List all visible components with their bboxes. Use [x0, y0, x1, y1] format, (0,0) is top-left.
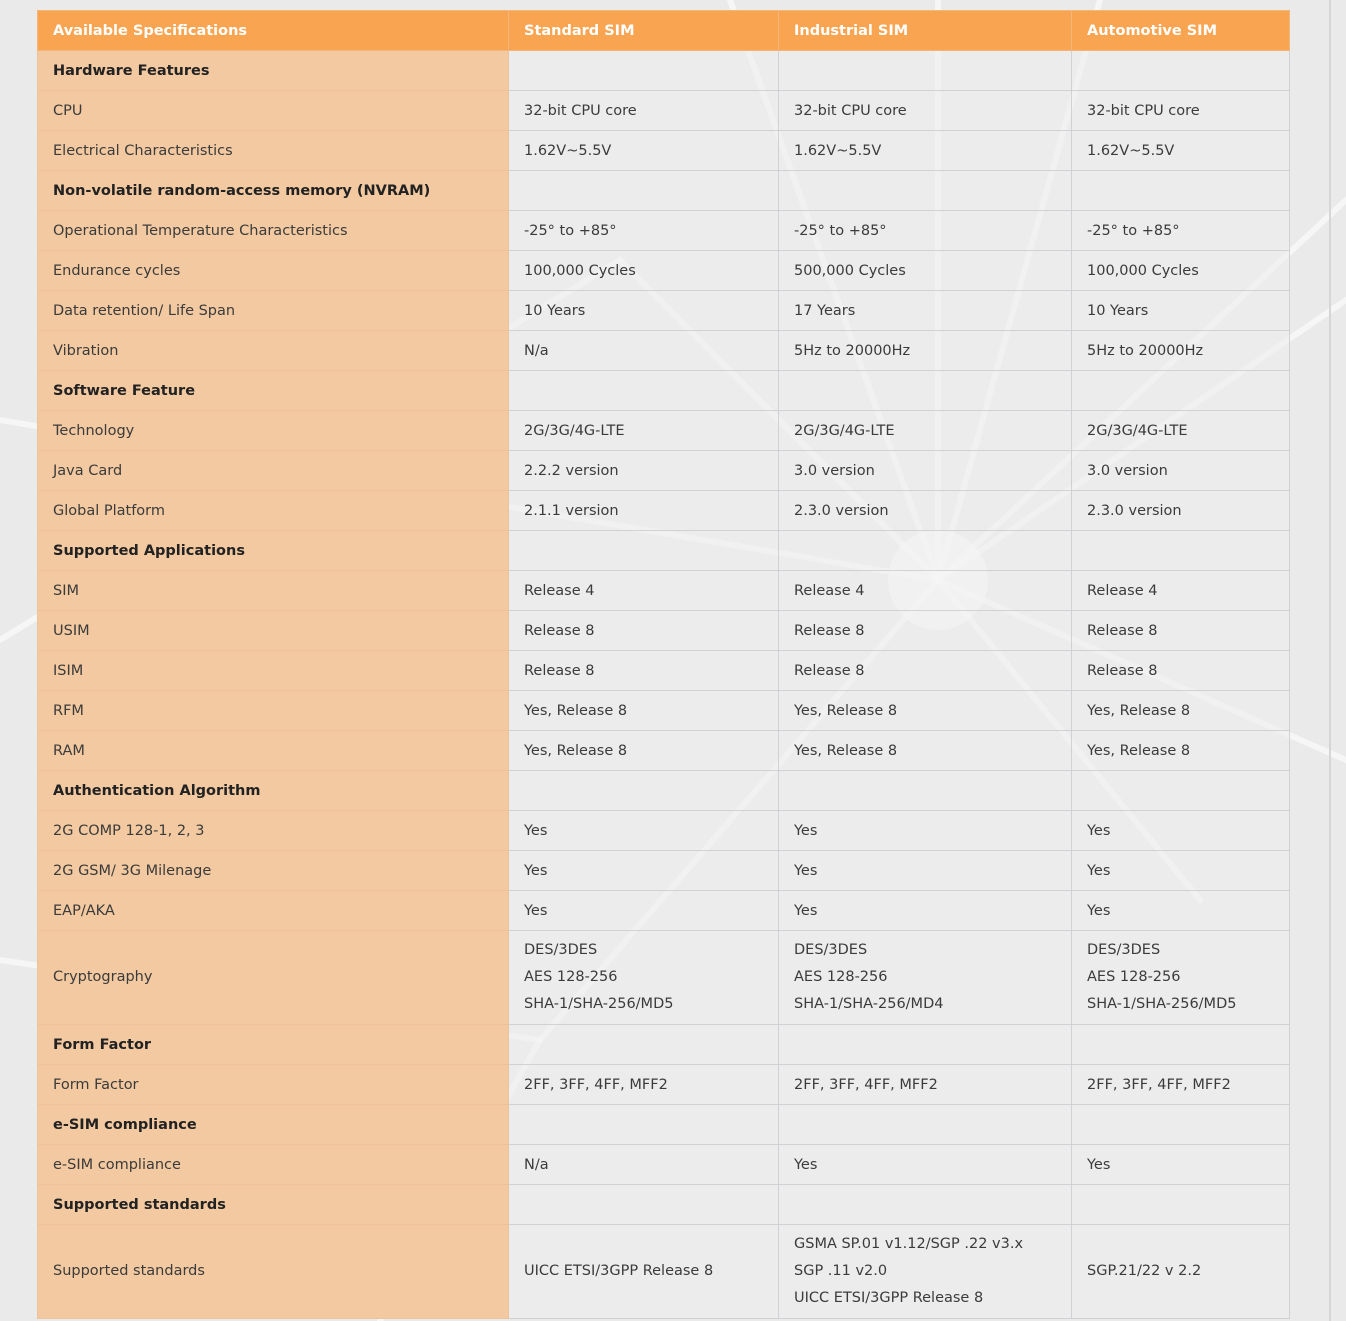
cell-value: 2G/3G/4G-LTE [1072, 411, 1290, 451]
cell-value: 2FF, 3FF, 4FF, MFF2 [509, 1065, 779, 1105]
row-label: Global Platform [38, 491, 509, 531]
header-automotive-sim: Automotive SIM [1072, 11, 1290, 51]
table-row [38, 251, 1290, 291]
cell-line: DES/3DES [794, 942, 868, 958]
section-row [38, 771, 1290, 811]
cell-value: Yes, Release 8 [779, 691, 1072, 731]
cell-value: -25° to +85° [1072, 211, 1290, 251]
table-row [38, 411, 1290, 451]
cell-value: 17 Years [779, 291, 1072, 331]
row-label: Endurance cycles [38, 251, 509, 291]
cell-value: 2.2.2 version [509, 451, 779, 491]
cell-value [1072, 1025, 1290, 1065]
row-label: EAP/AKA [38, 891, 509, 931]
row-label: Java Card [38, 451, 509, 491]
cell-value: 32-bit CPU core [509, 91, 779, 131]
table-row [38, 491, 1290, 531]
specifications-table [37, 10, 1290, 1319]
cell-value: -25° to +85° [509, 211, 779, 251]
row-label: ISIM [38, 651, 509, 691]
cell-line: SGP .11 v2.0 [794, 1263, 888, 1279]
cell-value: SGP.21/22 v 2.2 [1072, 1225, 1290, 1319]
section-heading: Supported standards [38, 1185, 509, 1225]
row-label: Operational Temperature Characteristics [38, 211, 509, 251]
cell-value [509, 931, 779, 1025]
cell-value: 2.1.1 version [509, 491, 779, 531]
section-row [38, 1025, 1290, 1065]
cell-value: 32-bit CPU core [1072, 91, 1290, 131]
cell-value [509, 171, 779, 211]
table-row [38, 1145, 1290, 1185]
section-heading: Form Factor [38, 1025, 509, 1065]
row-label: Form Factor [38, 1065, 509, 1105]
cell-value: Yes [1072, 851, 1290, 891]
row-label: CPU [38, 91, 509, 131]
cell-value: 10 Years [1072, 291, 1290, 331]
cell-value: Yes [779, 891, 1072, 931]
cell-value: Yes, Release 8 [779, 731, 1072, 771]
cell-value [779, 1105, 1072, 1145]
cell-value [1072, 931, 1290, 1025]
section-row [38, 51, 1290, 91]
cell-value: 1.62V~5.5V [1072, 131, 1290, 171]
cell-value: Yes [1072, 1145, 1290, 1185]
cell-value: 500,000 Cycles [779, 251, 1072, 291]
cell-value [779, 171, 1072, 211]
table-row [38, 451, 1290, 491]
row-label: 2G COMP 128-1, 2, 3 [38, 811, 509, 851]
cell-value [1072, 531, 1290, 571]
cell-value: Yes [779, 811, 1072, 851]
cell-value: Yes [779, 1145, 1072, 1185]
cell-value: Yes [509, 811, 779, 851]
cell-line: DES/3DES [524, 942, 598, 958]
cell-value [779, 1025, 1072, 1065]
cell-value [1072, 1185, 1290, 1225]
table-row [38, 691, 1290, 731]
cell-value: Release 8 [779, 611, 1072, 651]
cell-value: 100,000 Cycles [509, 251, 779, 291]
page-edge-divider [1329, 0, 1331, 1321]
cell-value: Yes, Release 8 [509, 691, 779, 731]
cell-line: DES/3DES [1087, 942, 1161, 958]
cell-value: 2.3.0 version [779, 491, 1072, 531]
cell-value [509, 371, 779, 411]
cell-value [1072, 771, 1290, 811]
cell-line: SHA-1/SHA-256/MD5 [1087, 996, 1237, 1012]
cell-line: SHA-1/SHA-256/MD5 [524, 996, 674, 1012]
cell-value: 1.62V~5.5V [509, 131, 779, 171]
cell-value: 2G/3G/4G-LTE [509, 411, 779, 451]
cell-value [509, 771, 779, 811]
section-heading: Non-volatile random-access memory (NVRAM) [38, 171, 509, 211]
cell-value: 10 Years [509, 291, 779, 331]
row-label: Cryptography [38, 931, 509, 1025]
cell-value [779, 771, 1072, 811]
section-row [38, 371, 1290, 411]
header-specifications: Available Specifications [38, 11, 509, 51]
cell-value: -25° to +85° [779, 211, 1072, 251]
cell-line: SHA-1/SHA-256/MD4 [794, 996, 944, 1012]
cell-value: 100,000 Cycles [1072, 251, 1290, 291]
cell-line: AES 128-256 [1087, 969, 1181, 985]
row-label: Data retention/ Life Span [38, 291, 509, 331]
cell-value [1072, 171, 1290, 211]
section-heading: Software Feature [38, 371, 509, 411]
section-heading: Authentication Algorithm [38, 771, 509, 811]
row-label: SIM [38, 571, 509, 611]
cell-value: Yes [1072, 891, 1290, 931]
cell-value: Yes [509, 891, 779, 931]
table-row [38, 931, 1290, 1025]
row-label: Technology [38, 411, 509, 451]
row-label: Electrical Characteristics [38, 131, 509, 171]
cell-value [509, 1185, 779, 1225]
cell-value: 32-bit CPU core [779, 91, 1072, 131]
cell-value: Release 8 [1072, 651, 1290, 691]
cell-value: Yes, Release 8 [1072, 731, 1290, 771]
section-row [38, 1105, 1290, 1145]
cell-value [779, 531, 1072, 571]
cell-line: AES 128-256 [794, 969, 888, 985]
cell-value: Release 4 [1072, 571, 1290, 611]
cell-value: Release 8 [779, 651, 1072, 691]
cell-value: Release 4 [779, 571, 1072, 611]
table-row [38, 811, 1290, 851]
table-row [38, 131, 1290, 171]
cell-value [509, 1105, 779, 1145]
header-row [38, 11, 1290, 51]
row-label: 2G GSM/ 3G Milenage [38, 851, 509, 891]
table-row [38, 891, 1290, 931]
table-row [38, 291, 1290, 331]
row-label: e-SIM compliance [38, 1145, 509, 1185]
header-industrial-sim: Industrial SIM [779, 11, 1072, 51]
cell-value [779, 931, 1072, 1025]
table-row [38, 331, 1290, 371]
cell-value: 2.3.0 version [1072, 491, 1290, 531]
cell-value: 3.0 version [779, 451, 1072, 491]
cell-value: Yes [1072, 811, 1290, 851]
row-label: RFM [38, 691, 509, 731]
table-row [38, 611, 1290, 651]
cell-value: 3.0 version [1072, 451, 1290, 491]
cell-line: GSMA SP.01 v1.12/SGP .22 v3.x [794, 1236, 1024, 1252]
cell-line: UICC ETSI/3GPP Release 8 [794, 1290, 984, 1306]
cell-value: N/a [509, 331, 779, 371]
table-row [38, 91, 1290, 131]
cell-value: 5Hz to 20000Hz [779, 331, 1072, 371]
cell-value [779, 1185, 1072, 1225]
table-row [38, 1225, 1290, 1319]
cell-value [1072, 1105, 1290, 1145]
cell-value: Release 8 [1072, 611, 1290, 651]
section-row [38, 1185, 1290, 1225]
header-standard-sim: Standard SIM [509, 11, 779, 51]
cell-value [509, 1025, 779, 1065]
cell-value: N/a [509, 1145, 779, 1185]
section-heading: Supported Applications [38, 531, 509, 571]
table-row [38, 651, 1290, 691]
table-row [38, 731, 1290, 771]
table-row [38, 851, 1290, 891]
row-label: Vibration [38, 331, 509, 371]
cell-value: Yes [779, 851, 1072, 891]
cell-value: 5Hz to 20000Hz [1072, 331, 1290, 371]
cell-value [779, 1225, 1072, 1319]
cell-value: Release 8 [509, 651, 779, 691]
cell-value [509, 51, 779, 91]
cell-value: Release 4 [509, 571, 779, 611]
table-row [38, 211, 1290, 251]
section-row [38, 171, 1290, 211]
cell-value: 2FF, 3FF, 4FF, MFF2 [1072, 1065, 1290, 1105]
cell-value [509, 531, 779, 571]
cell-value: Yes, Release 8 [509, 731, 779, 771]
row-label: RAM [38, 731, 509, 771]
section-row [38, 531, 1290, 571]
cell-value: Release 8 [509, 611, 779, 651]
table-row [38, 571, 1290, 611]
cell-value [779, 371, 1072, 411]
cell-value: 2FF, 3FF, 4FF, MFF2 [779, 1065, 1072, 1105]
section-heading: Hardware Features [38, 51, 509, 91]
cell-value: UICC ETSI/3GPP Release 8 [509, 1225, 779, 1319]
section-heading: e-SIM compliance [38, 1105, 509, 1145]
cell-line: AES 128-256 [524, 969, 618, 985]
cell-value: Yes, Release 8 [1072, 691, 1290, 731]
cell-value [1072, 51, 1290, 91]
row-label: USIM [38, 611, 509, 651]
cell-value [779, 51, 1072, 91]
row-label: Supported standards [38, 1225, 509, 1319]
cell-value: 1.62V~5.5V [779, 131, 1072, 171]
table-row [38, 1065, 1290, 1105]
cell-value [1072, 371, 1290, 411]
cell-value: 2G/3G/4G-LTE [779, 411, 1072, 451]
cell-value: Yes [509, 851, 779, 891]
